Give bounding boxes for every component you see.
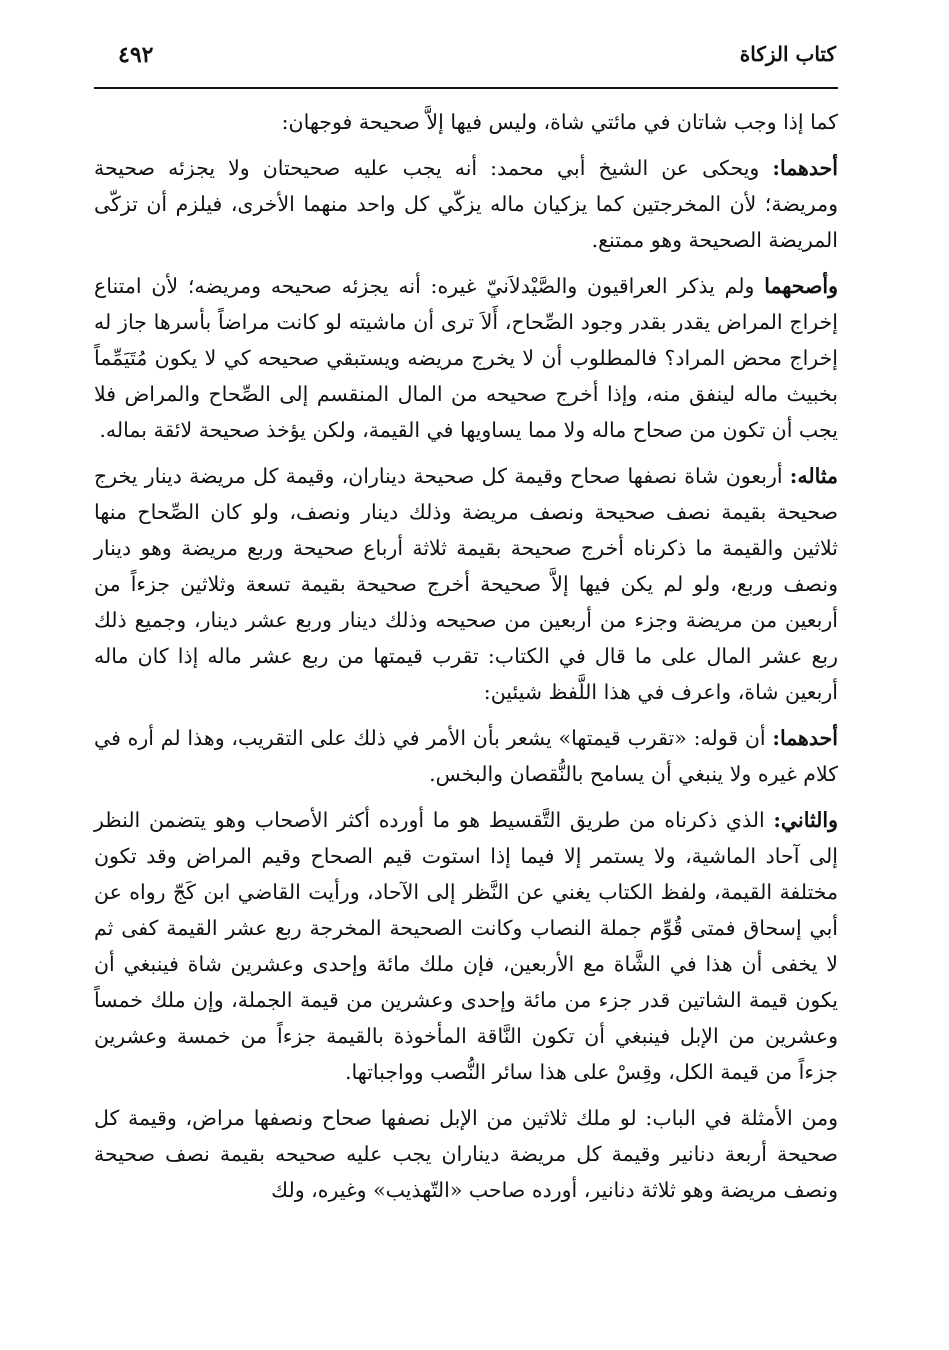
paragraph-text: ومن الأمثلة في الباب: لو ملك ثلاثين من الإبل نصفها صحاح ونصفها مراض، وقيمة كل صحيحة أربعة دنانير وقيمة كل مريضة ديناران يجب عليه صحيحه بقيمة نصف صحيحة ونصف مريضة وهو ثلاثة دنانير، أورده صاحب «التّهذيب» وغيره، ولك [94, 1106, 838, 1202]
running-title: كتاب الزكاة [739, 42, 836, 66]
header-divider [94, 87, 838, 89]
paragraph-second-point [94, 802, 838, 1090]
page-header [94, 42, 838, 82]
paragraph-correct-view [94, 268, 838, 448]
paragraph-lead: أحدهما: [772, 156, 838, 180]
paragraph-text: كما إذا وجب شاتان في مائتي شاة، وليس فيها إلاَّ صحيحة فوجهان: [281, 110, 838, 134]
paragraph-text: ويحكى عن الشيخ أبي محمد: أنه يجب عليه صحيحتان ولا يجزئه صحيحة ومريضة؛ لأن المخرجتين كما يزكيان ماله يزكّي كل واحد منهما الأخرى، فيلزم أن تزكّى المريضة الصحيحة وهو ممتنع. [94, 156, 838, 252]
page-number: ٤٩٢ [118, 42, 154, 68]
paragraph-text: أن قوله: «تقرب قيمتها» يشعر بأن الأمر في ذلك على التقريب، وهذا لم أره في كلام غيره ولا ينبغي أن يسامح بالنُّقصان والبخس. [94, 726, 838, 786]
paragraph-further-examples [94, 1100, 838, 1208]
paragraph-lead: مثاله: [789, 464, 838, 488]
paragraph-first-point [94, 720, 838, 792]
paragraph-lead: والثاني: [773, 808, 838, 832]
paragraph-intro [94, 104, 838, 140]
paragraph-example [94, 458, 838, 710]
paragraph-lead: أحدهما: [772, 726, 838, 750]
paragraph-lead: وأصحهما [764, 274, 838, 298]
page-body [94, 104, 838, 1218]
paragraph-text: ولم يذكر العراقيون والصَّيْدلاَنيّ غيره: أنه يجزئه صحيحه ومريضه؛ لأن امتناع إخراج المراض يقدر بقدر وجود الصِّحاح، أَلاَ ترى أن ماشيته لو كانت مراضاً بأسرها جاز له إخراج محض المراد؟ فالمطلوب أن لا يخرج مريضه ويستبقي صحيحه كي لا يكون مُتَيَمِّماً بخبيث ماله لينفق منه، وإذا أخرج صحيحه من المال المنقسم إلى الصِّحاح والمراض فلا يجب أن تكون من صحاح ماله ولا مما يساويها في القيمة، ولكن يؤخذ صحيحة لائقة بماله. [94, 274, 838, 442]
paragraph-text: أربعون شاة نصفها صحاح وقيمة كل صحيحة ديناران، وقيمة كل مريضة دينار يخرج صحيحة بقيمة نصف صحيحة ونصف مريضة وذلك دينار ونصف، ولو كان الصِّحاح منها ثلاثين والقيمة ما ذكرناه أخرج صحيحة بقيمة ثلاثة أرباع صحيحة وربع مريضة وهو دينار ونصف وربع، ولو لم يكن فيها إلاَّ صحيحة أخرج صحيحة بقيمة تسعة وثلاثين جزءاً من أربعين من مريضة وجزء من أربعين من صحيحه وذلك دينار وربع عشر دينار، وجميع ذلك ربع عشر المال على ما قال في الكتاب: تقرب قيمتها من ربع عشر ماله إذا كان ماله أربعين شاة، واعرف في هذا اللَّفظ شيئين: [94, 464, 838, 704]
paragraph-first-view [94, 150, 838, 258]
paragraph-text: الذي ذكرناه من طريق التَّقسيط هو ما أورده أكثر الأصحاب وهو يتضمن النظر إلى آحاد الماشية، ولا يستمر إلا فيما إذا استوت قيم الصحاح وقيم المراض وقد تكون مختلفة القيمة، ولفظ الكتاب يغني عن النَّظر إلى الآحاد، ورأيت القاضي ابن كَجّ رواه عن أبي إسحاق فمتى قُوِّم جملة النصاب وكانت الصحيحة المخرجة ربع عشر القيمة كفى ثم لا يخفى أن هذا في الشَّاة مع الأربعين، فإن ملك مائة وإحدى وعشرين شاة فينبغي أن يكون قيمة الشاتين قدر جزء من مائة وإحدى وعشرين من قيمة الجملة، وإن ملك خمساً وعشرين من الإبل فينبغي أن تكون النَّاقة المأخوذة بالقيمة جزءاً من خمسة وعشرين جزءاً من قيمة الكل، وقِسْ على هذا سائر النُّصب وواجباتها. [94, 808, 838, 1084]
